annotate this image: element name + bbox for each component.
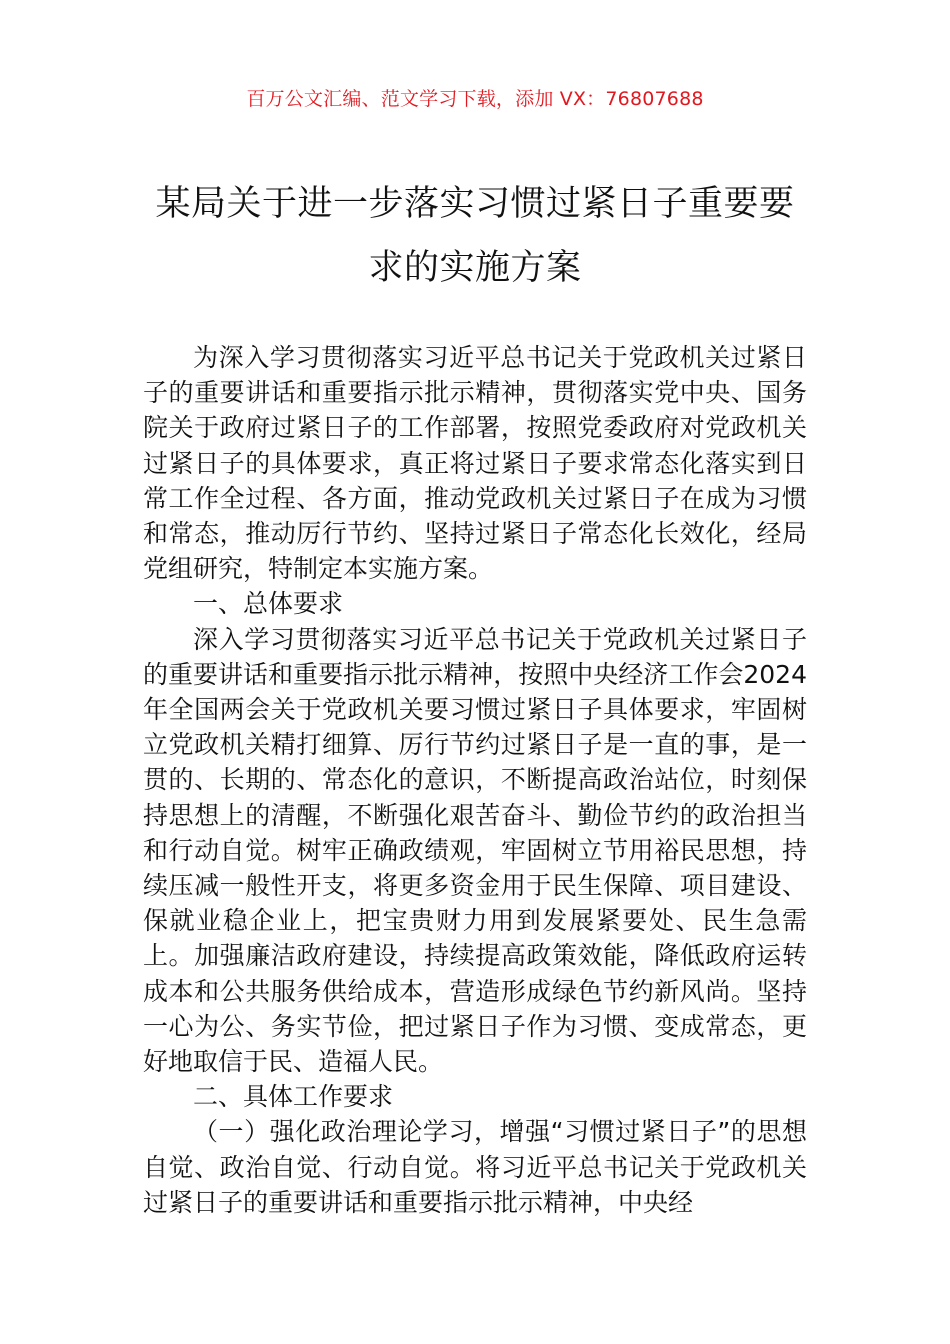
document-title bbox=[130, 172, 820, 300]
section-1-heading: 一、总体要求 bbox=[193, 589, 344, 619]
section-2-heading: 二、具体工作要求 bbox=[193, 1082, 394, 1112]
header-note: 百万公文汇编、范文学习下载，添加 VX：76807688 bbox=[246, 88, 704, 110]
intro-paragraph: 为深入学习贯彻落实习近平总书记关于党政机关过紧日子的重要讲话和重要指示批示精神，贯彻落实党中央、国务院关于政府过紧日子的工作部署，按照党委政府对党政机关过紧日子的具体要求，真正将过紧日子要求常态化落实到日常工作全过程、各方面，推动党政机关过紧日子在成为习惯和常态，推动厉行节约、坚持过紧日子常态化长效化，经局党组研究，特制定本实施方案。 bbox=[143, 343, 807, 584]
document-body bbox=[143, 340, 807, 1220]
section-1-paragraph: 深入学习贯彻落实习近平总书记关于党政机关过紧日子的重要讲话和重要指示批示精神，按照中央经济工作会2024年全国两会关于党政机关要习惯过紧日子具体要求，牢固树立党政机关精打细算、厉行节约过紧日子是一直的事，是一贯的、长期的、常态化的意识，不断提高政治站位，时刻保持思想上的清醒，不断强化艰苦奋斗、勤俭节约的政治担当和行动自觉。树牢正确政绩观，牢固树立节用裕民思想，持续压减一般性开支，将更多资金用于民生保障、项目建设、保就业稳企业上，把宝贵财力用到发展紧要处、民生急需上。加强廉洁政府建设，持续提高政策效能，降低政府运转成本和公共服务供给成本，营造形成绿色节约新风尚。坚持一心为公、务实节俭，把过紧日子作为习惯、变成常态，更好地取信于民、造福人民。 bbox=[143, 624, 807, 1077]
title-line-2: 求的实施方案 bbox=[368, 248, 582, 288]
section-2-item-1-paragraph: （一）强化政治理论学习，增强“习惯过紧日子”的思想自觉、政治自觉、行动自觉。将习近平总书记关于党政机关过紧日子的重要讲话和重要指示批示精神，中央经 bbox=[143, 1117, 807, 1217]
title-line-1: 某局关于进一步落实习惯过紧日子重要要 bbox=[155, 184, 795, 224]
